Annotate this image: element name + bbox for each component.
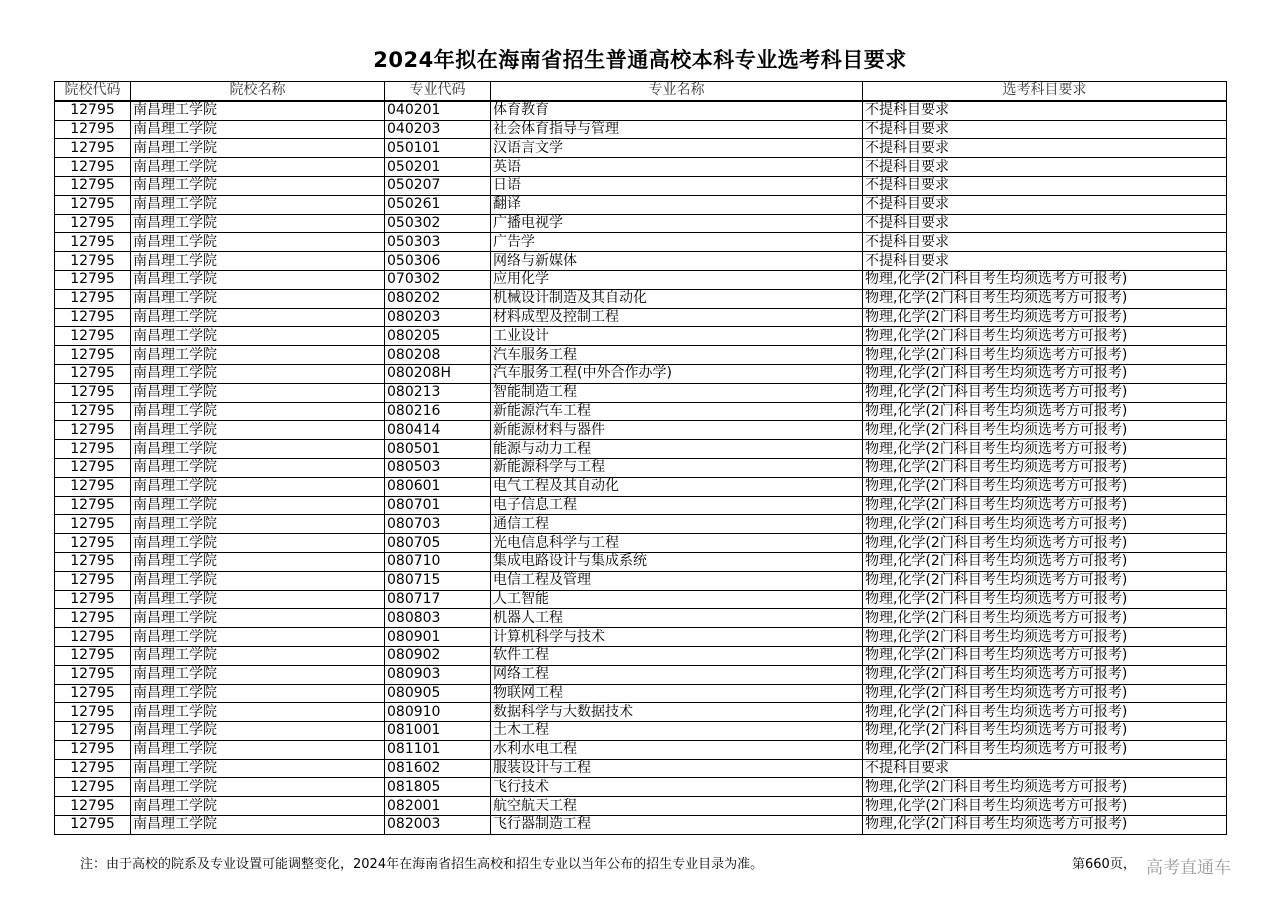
school-code-cell: 12795: [55, 722, 131, 741]
school-code-cell: 12795: [55, 458, 131, 477]
major-name-cell: 飞行技术: [491, 778, 863, 797]
school-name-cell: 南昌理工学院: [131, 421, 385, 440]
requirement-cell: 物理,化学(2门科目考生均须选考方可报考): [863, 646, 1227, 665]
requirement-cell: 物理,化学(2门科目考生均须选考方可报考): [863, 684, 1227, 703]
school-code-cell: 12795: [55, 214, 131, 233]
major-name-cell: 机械设计制造及其自动化: [491, 289, 863, 308]
table-row: [55, 740, 1227, 759]
major-name-cell: 电信工程及管理: [491, 571, 863, 590]
major-code-cell: 040201: [385, 101, 491, 120]
requirement-cell: 物理,化学(2门科目考生均须选考方可报考): [863, 703, 1227, 722]
table-row: [55, 139, 1227, 158]
school-name-cell: 南昌理工学院: [131, 346, 385, 365]
school-code-cell: 12795: [55, 233, 131, 252]
major-code-cell: 080208: [385, 346, 491, 365]
major-code-cell: 080213: [385, 383, 491, 402]
school-code-cell: 12795: [55, 684, 131, 703]
page-number: 第660页，: [1072, 857, 1136, 872]
requirement-cell: 不提科目要求: [863, 233, 1227, 252]
table-row: [55, 759, 1227, 778]
header-major-name: 专业名称: [491, 82, 863, 101]
table-row: [55, 440, 1227, 459]
table-row: [55, 628, 1227, 647]
school-code-cell: 12795: [55, 816, 131, 835]
school-name-cell: 南昌理工学院: [131, 665, 385, 684]
requirement-cell: 不提科目要求: [863, 759, 1227, 778]
major-name-cell: 数据科学与大数据技术: [491, 703, 863, 722]
table-header-row: [55, 82, 1227, 101]
table-row: [55, 665, 1227, 684]
table-row: [55, 195, 1227, 214]
table-row: [55, 383, 1227, 402]
school-code-cell: 12795: [55, 176, 131, 195]
table-row: [55, 101, 1227, 120]
requirement-cell: 物理,化学(2门科目考生均须选考方可报考): [863, 270, 1227, 289]
major-name-cell: 网络与新媒体: [491, 252, 863, 271]
major-code-cell: 081101: [385, 740, 491, 759]
requirement-cell: 物理,化学(2门科目考生均须选考方可报考): [863, 440, 1227, 459]
school-code-cell: 12795: [55, 665, 131, 684]
school-code-cell: 12795: [55, 101, 131, 120]
school-name-cell: 南昌理工学院: [131, 139, 385, 158]
requirement-cell: 不提科目要求: [863, 252, 1227, 271]
school-name-cell: 南昌理工学院: [131, 571, 385, 590]
school-code-cell: 12795: [55, 252, 131, 271]
major-name-cell: 社会体育指导与管理: [491, 120, 863, 139]
table-row: [55, 458, 1227, 477]
school-name-cell: 南昌理工学院: [131, 590, 385, 609]
requirement-cell: 物理,化学(2门科目考生均须选考方可报考): [863, 628, 1227, 647]
school-code-cell: 12795: [55, 515, 131, 534]
requirement-cell: 物理,化学(2门科目考生均须选考方可报考): [863, 797, 1227, 816]
school-code-cell: 12795: [55, 327, 131, 346]
requirement-cell: 物理,化学(2门科目考生均须选考方可报考): [863, 308, 1227, 327]
major-code-cell: 080710: [385, 552, 491, 571]
school-code-cell: 12795: [55, 628, 131, 647]
table-row: [55, 703, 1227, 722]
major-code-cell: 050207: [385, 176, 491, 195]
major-code-cell: 080715: [385, 571, 491, 590]
school-name-cell: 南昌理工学院: [131, 703, 385, 722]
requirement-cell: 物理,化学(2门科目考生均须选考方可报考): [863, 816, 1227, 835]
page-title: 2024年拟在海南省招生普通高校本科专业选考科目要求: [373, 48, 907, 72]
school-code-cell: 12795: [55, 308, 131, 327]
school-name-cell: 南昌理工学院: [131, 101, 385, 120]
watermark: 高考直通车: [1146, 858, 1231, 878]
major-name-cell: 计算机科学与技术: [491, 628, 863, 647]
school-name-cell: 南昌理工学院: [131, 383, 385, 402]
school-name-cell: 南昌理工学院: [131, 270, 385, 289]
header-subject-requirement: 选考科目要求: [863, 82, 1227, 101]
major-code-cell: 080905: [385, 684, 491, 703]
major-name-cell: 网络工程: [491, 665, 863, 684]
table-row: [55, 233, 1227, 252]
major-name-cell: 英语: [491, 158, 863, 177]
school-name-cell: 南昌理工学院: [131, 458, 385, 477]
school-code-cell: 12795: [55, 571, 131, 590]
requirement-cell: 物理,化学(2门科目考生均须选考方可报考): [863, 346, 1227, 365]
major-name-cell: 光电信息科学与工程: [491, 534, 863, 553]
major-code-cell: 080205: [385, 327, 491, 346]
requirement-cell: 物理,化学(2门科目考生均须选考方可报考): [863, 590, 1227, 609]
table-row: [55, 346, 1227, 365]
table-row: [55, 496, 1227, 515]
header-school-name: 院校名称: [131, 82, 385, 101]
major-code-cell: 080501: [385, 440, 491, 459]
major-name-cell: 体育教育: [491, 101, 863, 120]
school-name-cell: 南昌理工学院: [131, 496, 385, 515]
school-name-cell: 南昌理工学院: [131, 816, 385, 835]
major-name-cell: 应用化学: [491, 270, 863, 289]
major-code-cell: 050201: [385, 158, 491, 177]
school-code-cell: 12795: [55, 552, 131, 571]
major-code-cell: 082001: [385, 797, 491, 816]
school-name-cell: 南昌理工学院: [131, 440, 385, 459]
school-code-cell: 12795: [55, 759, 131, 778]
table-row: [55, 552, 1227, 571]
major-name-cell: 水利水电工程: [491, 740, 863, 759]
requirement-cell: 物理,化学(2门科目考生均须选考方可报考): [863, 722, 1227, 741]
major-name-cell: 集成电路设计与集成系统: [491, 552, 863, 571]
major-code-cell: 081602: [385, 759, 491, 778]
major-code-cell: 080701: [385, 496, 491, 515]
school-name-cell: 南昌理工学院: [131, 252, 385, 271]
requirement-cell: 物理,化学(2门科目考生均须选考方可报考): [863, 571, 1227, 590]
major-code-cell: 050303: [385, 233, 491, 252]
school-name-cell: 南昌理工学院: [131, 515, 385, 534]
major-code-cell: 080208H: [385, 364, 491, 383]
requirement-cell: 物理,化学(2门科目考生均须选考方可报考): [863, 740, 1227, 759]
requirement-cell: 物理,化学(2门科目考生均须选考方可报考): [863, 534, 1227, 553]
major-code-cell: 080601: [385, 477, 491, 496]
major-code-cell: 080202: [385, 289, 491, 308]
school-code-cell: 12795: [55, 139, 131, 158]
requirement-cell: 物理,化学(2门科目考生均须选考方可报考): [863, 421, 1227, 440]
major-name-cell: 航空航天工程: [491, 797, 863, 816]
major-code-cell: 050101: [385, 139, 491, 158]
school-name-cell: 南昌理工学院: [131, 534, 385, 553]
major-code-cell: 082003: [385, 816, 491, 835]
table-row: [55, 797, 1227, 816]
requirement-cell: 物理,化学(2门科目考生均须选考方可报考): [863, 364, 1227, 383]
table-row: [55, 289, 1227, 308]
school-code-cell: 12795: [55, 477, 131, 496]
requirement-cell: 物理,化学(2门科目考生均须选考方可报考): [863, 327, 1227, 346]
school-code-cell: 12795: [55, 496, 131, 515]
header-school-code: 院校代码: [55, 82, 131, 101]
major-name-cell: 物联网工程: [491, 684, 863, 703]
school-name-cell: 南昌理工学院: [131, 684, 385, 703]
school-code-cell: 12795: [55, 703, 131, 722]
school-code-cell: 12795: [55, 740, 131, 759]
table-row: [55, 609, 1227, 628]
major-code-cell: 050302: [385, 214, 491, 233]
requirement-cell: 不提科目要求: [863, 120, 1227, 139]
school-name-cell: 南昌理工学院: [131, 364, 385, 383]
school-name-cell: 南昌理工学院: [131, 740, 385, 759]
major-code-cell: 050306: [385, 252, 491, 271]
major-name-cell: 土木工程: [491, 722, 863, 741]
major-name-cell: 飞行器制造工程: [491, 816, 863, 835]
school-code-cell: 12795: [55, 195, 131, 214]
school-name-cell: 南昌理工学院: [131, 402, 385, 421]
major-name-cell: 人工智能: [491, 590, 863, 609]
table-row: [55, 364, 1227, 383]
table-row: [55, 120, 1227, 139]
school-name-cell: 南昌理工学院: [131, 158, 385, 177]
requirement-cell: 物理,化学(2门科目考生均须选考方可报考): [863, 496, 1227, 515]
requirement-cell: 不提科目要求: [863, 158, 1227, 177]
table-row: [55, 402, 1227, 421]
major-name-cell: 广播电视学: [491, 214, 863, 233]
school-name-cell: 南昌理工学院: [131, 233, 385, 252]
major-code-cell: 080503: [385, 458, 491, 477]
school-code-cell: 12795: [55, 270, 131, 289]
major-name-cell: 日语: [491, 176, 863, 195]
major-name-cell: 工业设计: [491, 327, 863, 346]
major-code-cell: 080903: [385, 665, 491, 684]
table-row: [55, 158, 1227, 177]
major-name-cell: 通信工程: [491, 515, 863, 534]
major-code-cell: 080705: [385, 534, 491, 553]
school-code-cell: 12795: [55, 609, 131, 628]
major-code-cell: 080203: [385, 308, 491, 327]
requirement-cell: 物理,化学(2门科目考生均须选考方可报考): [863, 402, 1227, 421]
major-code-cell: 050261: [385, 195, 491, 214]
major-code-cell: 070302: [385, 270, 491, 289]
major-name-cell: 翻译: [491, 195, 863, 214]
major-name-cell: 材料成型及控制工程: [491, 308, 863, 327]
major-name-cell: 汉语言文学: [491, 139, 863, 158]
school-name-cell: 南昌理工学院: [131, 120, 385, 139]
major-name-cell: 电子信息工程: [491, 496, 863, 515]
major-code-cell: 081001: [385, 722, 491, 741]
requirement-cell: 不提科目要求: [863, 214, 1227, 233]
major-name-cell: 广告学: [491, 233, 863, 252]
major-name-cell: 软件工程: [491, 646, 863, 665]
requirement-cell: 不提科目要求: [863, 176, 1227, 195]
table-row: [55, 421, 1227, 440]
requirement-cell: 物理,化学(2门科目考生均须选考方可报考): [863, 515, 1227, 534]
school-name-cell: 南昌理工学院: [131, 477, 385, 496]
school-code-cell: 12795: [55, 289, 131, 308]
table-row: [55, 816, 1227, 835]
school-code-cell: 12795: [55, 402, 131, 421]
school-name-cell: 南昌理工学院: [131, 195, 385, 214]
requirements-table: [54, 81, 1227, 835]
school-name-cell: 南昌理工学院: [131, 797, 385, 816]
requirement-cell: 物理,化学(2门科目考生均须选考方可报考): [863, 665, 1227, 684]
major-code-cell: 081805: [385, 778, 491, 797]
school-name-cell: 南昌理工学院: [131, 308, 385, 327]
major-code-cell: 080216: [385, 402, 491, 421]
table-row: [55, 252, 1227, 271]
footer-note: 注：由于高校的院系及专业设置可能调整变化，2024年在海南省招生高校和招生专业以当年公布的招生专业目录为准。: [80, 857, 764, 872]
school-code-cell: 12795: [55, 646, 131, 665]
table-row: [55, 646, 1227, 665]
table-body: [55, 101, 1227, 835]
major-code-cell: 080703: [385, 515, 491, 534]
table-row: [55, 590, 1227, 609]
table-row: [55, 176, 1227, 195]
table-row: [55, 308, 1227, 327]
table-row: [55, 270, 1227, 289]
major-code-cell: 080414: [385, 421, 491, 440]
school-code-cell: 12795: [55, 534, 131, 553]
major-code-cell: 080717: [385, 590, 491, 609]
table-row: [55, 722, 1227, 741]
school-name-cell: 南昌理工学院: [131, 778, 385, 797]
school-code-cell: 12795: [55, 346, 131, 365]
requirement-cell: 物理,化学(2门科目考生均须选考方可报考): [863, 289, 1227, 308]
school-code-cell: 12795: [55, 590, 131, 609]
school-name-cell: 南昌理工学院: [131, 609, 385, 628]
table-row: [55, 534, 1227, 553]
major-name-cell: 新能源材料与器件: [491, 421, 863, 440]
requirement-cell: 物理,化学(2门科目考生均须选考方可报考): [863, 609, 1227, 628]
requirement-cell: 物理,化学(2门科目考生均须选考方可报考): [863, 383, 1227, 402]
school-name-cell: 南昌理工学院: [131, 628, 385, 647]
major-name-cell: 能源与动力工程: [491, 440, 863, 459]
header-major-code: 专业代码: [385, 82, 491, 101]
major-code-cell: 080803: [385, 609, 491, 628]
school-name-cell: 南昌理工学院: [131, 327, 385, 346]
school-code-cell: 12795: [55, 158, 131, 177]
table-row: [55, 327, 1227, 346]
school-code-cell: 12795: [55, 383, 131, 402]
major-code-cell: 080901: [385, 628, 491, 647]
school-code-cell: 12795: [55, 797, 131, 816]
requirement-cell: 不提科目要求: [863, 139, 1227, 158]
requirement-cell: 物理,化学(2门科目考生均须选考方可报考): [863, 458, 1227, 477]
school-code-cell: 12795: [55, 364, 131, 383]
requirement-cell: 物理,化学(2门科目考生均须选考方可报考): [863, 778, 1227, 797]
major-name-cell: 电气工程及其自动化: [491, 477, 863, 496]
major-name-cell: 汽车服务工程(中外合作办学): [491, 364, 863, 383]
school-name-cell: 南昌理工学院: [131, 646, 385, 665]
school-code-cell: 12795: [55, 421, 131, 440]
table-row: [55, 684, 1227, 703]
major-code-cell: 080910: [385, 703, 491, 722]
school-name-cell: 南昌理工学院: [131, 176, 385, 195]
major-name-cell: 新能源汽车工程: [491, 402, 863, 421]
school-code-cell: 12795: [55, 778, 131, 797]
table-row: [55, 515, 1227, 534]
school-name-cell: 南昌理工学院: [131, 289, 385, 308]
major-name-cell: 服装设计与工程: [491, 759, 863, 778]
school-name-cell: 南昌理工学院: [131, 214, 385, 233]
requirement-cell: 不提科目要求: [863, 101, 1227, 120]
requirement-cell: 物理,化学(2门科目考生均须选考方可报考): [863, 477, 1227, 496]
school-name-cell: 南昌理工学院: [131, 552, 385, 571]
school-code-cell: 12795: [55, 440, 131, 459]
school-code-cell: 12795: [55, 120, 131, 139]
table-row: [55, 214, 1227, 233]
requirement-cell: 物理,化学(2门科目考生均须选考方可报考): [863, 552, 1227, 571]
major-name-cell: 机器人工程: [491, 609, 863, 628]
requirement-cell: 不提科目要求: [863, 195, 1227, 214]
school-name-cell: 南昌理工学院: [131, 759, 385, 778]
major-name-cell: 汽车服务工程: [491, 346, 863, 365]
table-row: [55, 778, 1227, 797]
major-name-cell: 智能制造工程: [491, 383, 863, 402]
table-row: [55, 571, 1227, 590]
major-code-cell: 080902: [385, 646, 491, 665]
major-code-cell: 040203: [385, 120, 491, 139]
school-name-cell: 南昌理工学院: [131, 722, 385, 741]
table-row: [55, 477, 1227, 496]
major-name-cell: 新能源科学与工程: [491, 458, 863, 477]
